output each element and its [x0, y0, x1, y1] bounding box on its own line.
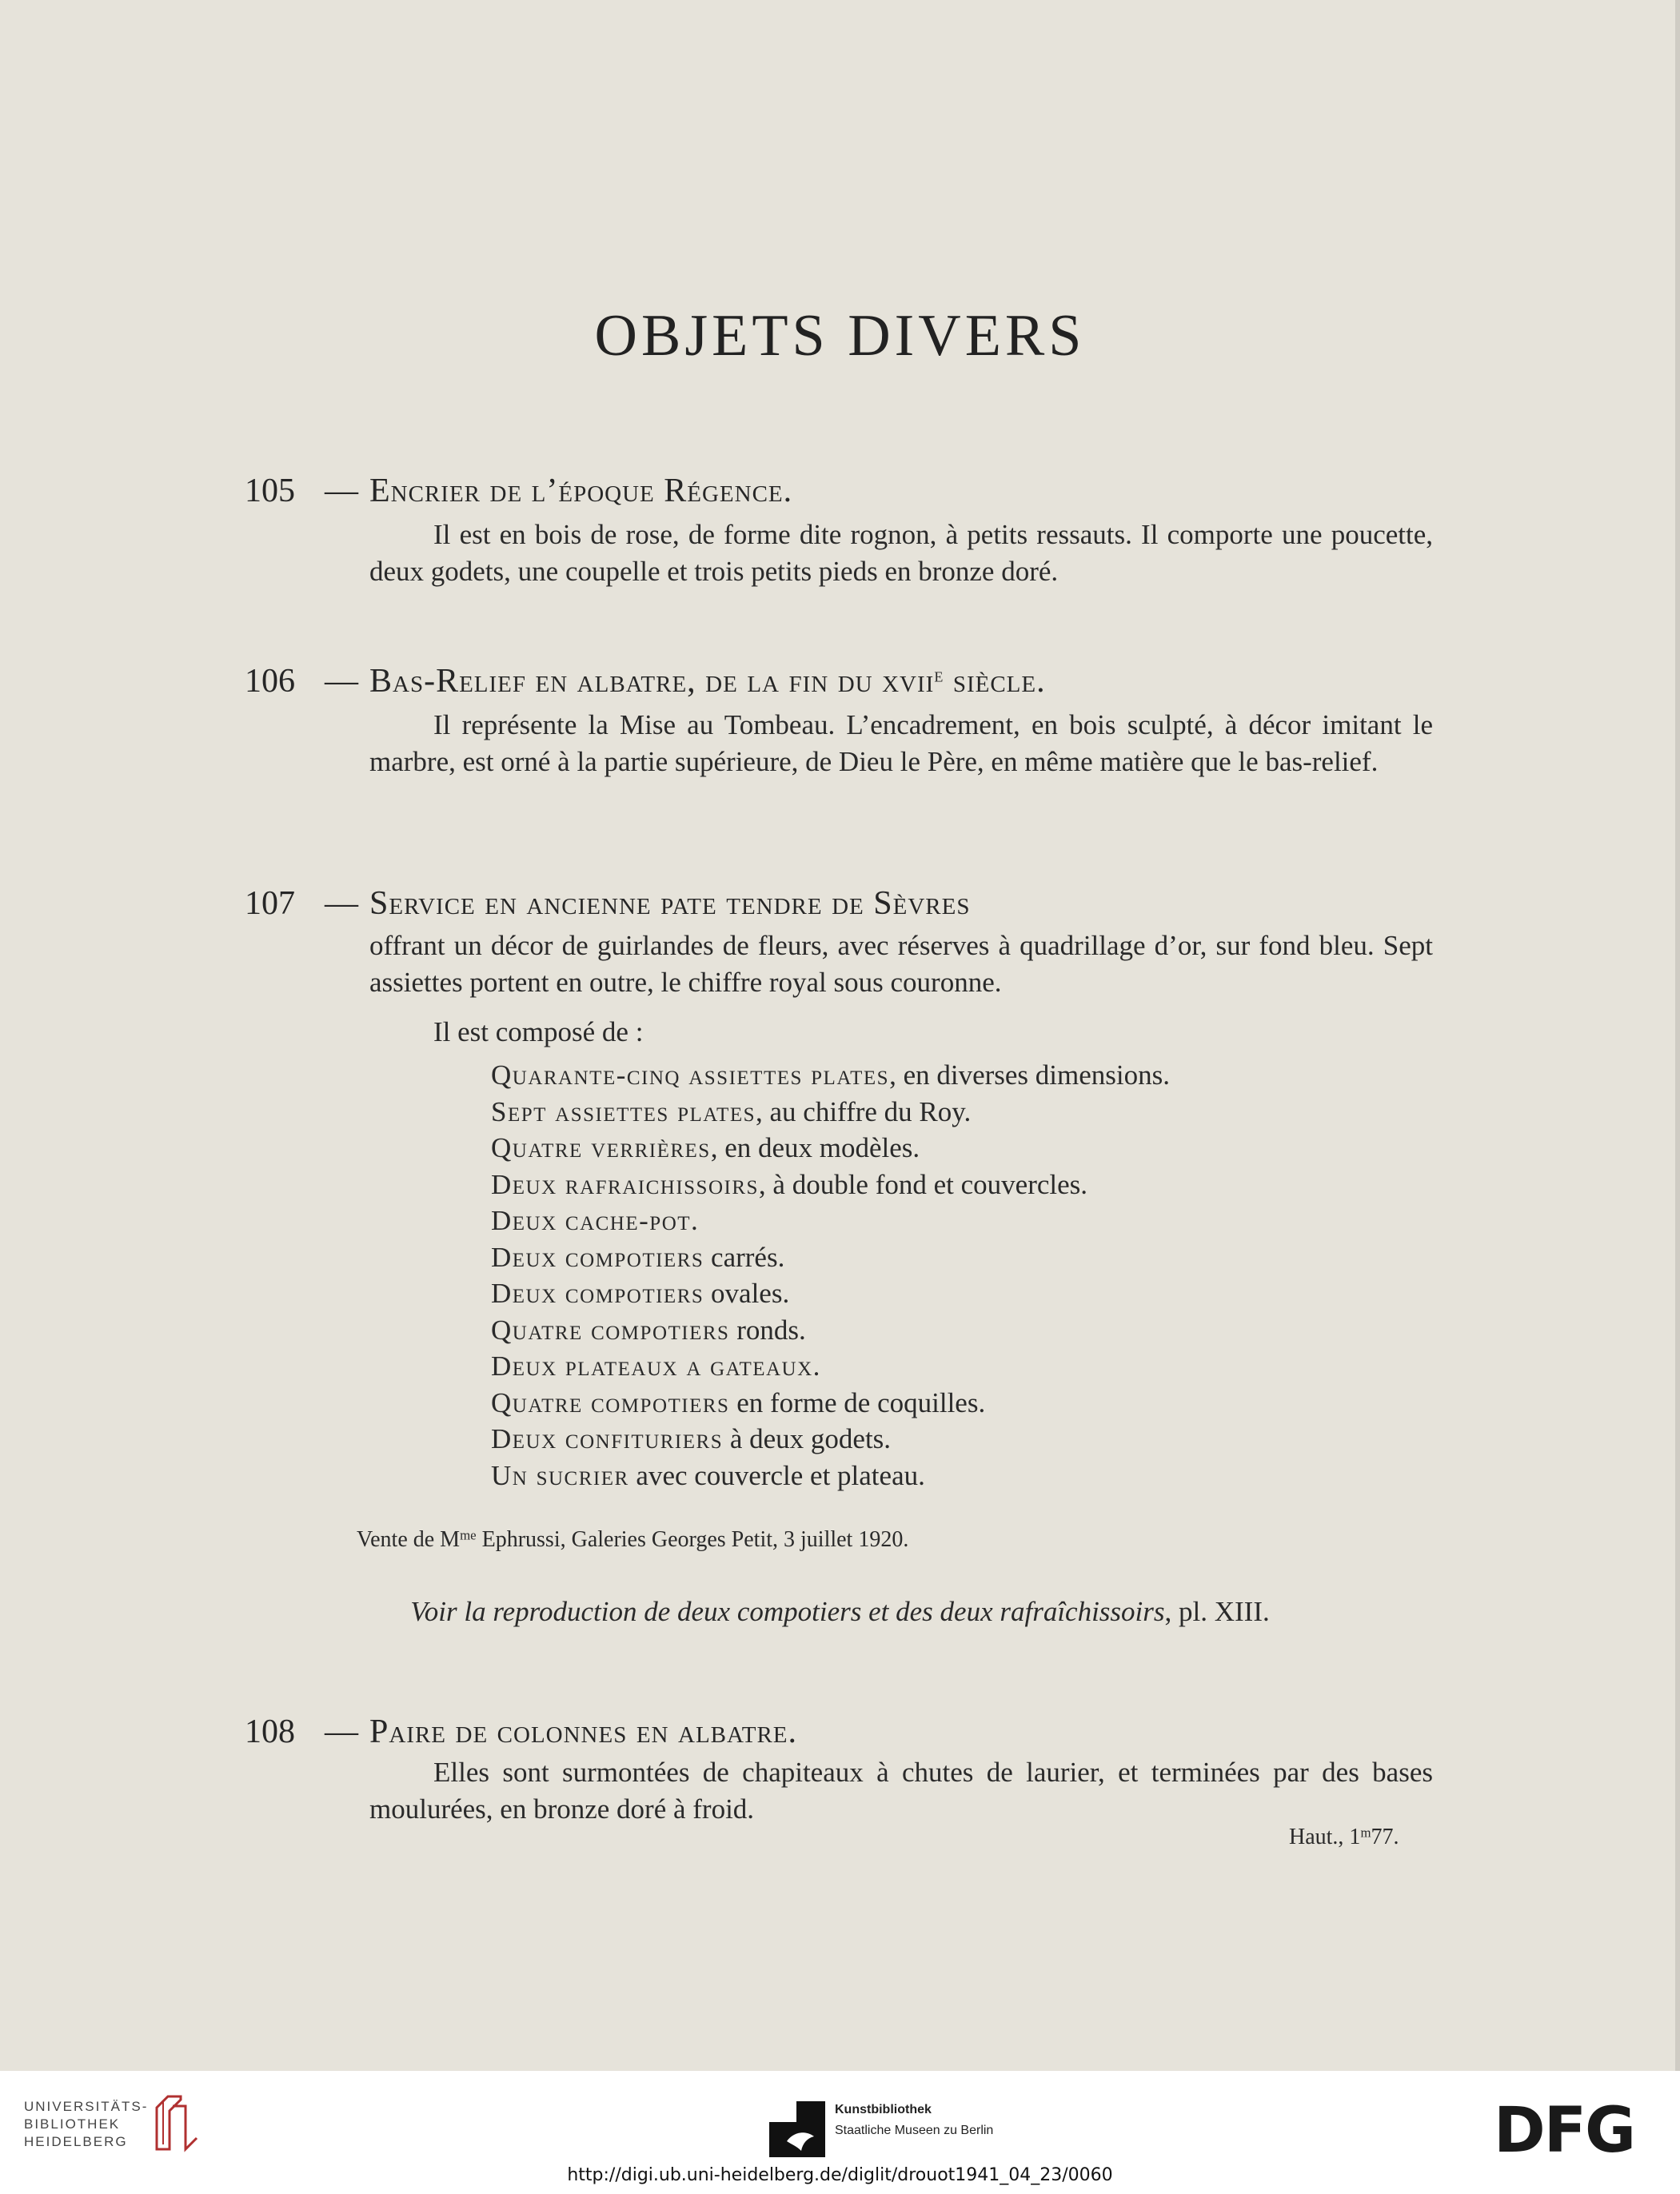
reproduction-note [0, 1596, 1680, 1628]
university-line: UNIVERSITÄTS- [24, 2099, 149, 2114]
superscript: m [1360, 1825, 1371, 1841]
list-item [491, 1275, 1170, 1312]
item-detail: en forme de coquilles. [729, 1386, 986, 1418]
item-name: Deux rafraichissoirs [491, 1168, 759, 1200]
list-item [491, 1057, 1170, 1094]
entry-dash: — [325, 1713, 358, 1750]
item-detail: , en deux modèles. [710, 1132, 920, 1163]
entry-title: Encrier de l’époque Régence. [369, 473, 793, 509]
entry-106-description: Il représente la Mise au Tombeau. L’encadrement, en bois sculpté, à décor imitant le marbre, est orné à la partie supérieure, de Dieu le Père, en même matière que le bas-relief. [369, 709, 1433, 777]
dimension-text: Haut., 1 [1289, 1825, 1361, 1849]
item-detail: carrés. [704, 1241, 785, 1273]
item-name: Deux compotiers [491, 1278, 704, 1309]
item-name: Quatre compotiers [491, 1314, 730, 1346]
list-item [491, 1167, 1170, 1203]
kunstbibliothek-logo-icon[interactable] [769, 2101, 825, 2157]
list-item [491, 1130, 1170, 1167]
kunstbibliothek-name: Kunstbibliothek [835, 2103, 932, 2116]
item-name: Quatre compotiers [491, 1386, 730, 1418]
list-item [491, 1385, 1170, 1422]
reproduction-note-italic: Voir la reproduction de deux compotiers et des deux rafraîchissoirs [410, 1596, 1165, 1627]
item-name: Un sucrier [491, 1459, 629, 1491]
reproduction-note-plate: , pl. XIII. [1164, 1596, 1270, 1627]
list-item [491, 1421, 1170, 1458]
entry-107-heading [245, 884, 970, 923]
entry-105-description: Il est en bois de rose, de forme dite rognon, à petits ressauts. Il comporte une poucette, deux godets, une coupelle et trois petits pieds en bronze doré. [369, 519, 1433, 587]
item-name: Deux compotiers [491, 1241, 704, 1273]
entry-number: 107 [245, 885, 295, 922]
item-detail: ovales. [704, 1278, 790, 1309]
entry-dash: — [325, 885, 358, 922]
entry-108-heading [245, 1713, 797, 1751]
item-detail: , en diverses dimensions. [889, 1059, 1170, 1091]
item-detail: avec couvercle et plateau. [629, 1459, 925, 1491]
item-name: Sept assiettes plates [491, 1095, 756, 1127]
permalink-url[interactable]: http://digi.ub.uni-heidelberg.de/diglit/drouot1941_04_23/0060 [567, 2165, 1113, 2185]
item-detail: ronds. [729, 1314, 806, 1346]
entry-number: 108 [245, 1713, 295, 1750]
entry-title-part: siècle. [944, 663, 1046, 700]
dfg-logo[interactable]: DFG [1494, 2095, 1635, 2167]
entry-number: 106 [245, 663, 295, 700]
university-line: BIBLIOTHEK [24, 2116, 121, 2132]
university-line: HEIDELBERG [24, 2134, 128, 2149]
entry-dash: — [325, 663, 358, 700]
superscript: e [934, 664, 944, 687]
item-name: Deux confituriers [491, 1423, 724, 1454]
entry-108-description: Elles sont surmontées de chapiteaux à chutes de laurier, et terminées par des bases moulurées, en bronze doré à froid. [369, 1757, 1433, 1825]
item-name: Deux cache-pot. [491, 1205, 700, 1236]
list-item [491, 1458, 1170, 1494]
dimension-text: 77. [1371, 1825, 1399, 1849]
entry-105-heading [245, 472, 792, 510]
item-name: Quarante-cinq assiettes plates [491, 1059, 890, 1091]
dimension-note [1289, 1825, 1399, 1850]
entry-title [369, 663, 1046, 700]
superscript: me [460, 1527, 477, 1543]
list-item [491, 1312, 1170, 1349]
provenance-note [357, 1527, 908, 1553]
list-item [491, 1348, 1170, 1385]
entry-title: Service en ancienne pate tendre de Sèvres [369, 885, 971, 922]
composition-list [491, 1057, 1170, 1494]
staatliche-museen-name: Staatliche Museen zu Berlin [835, 2124, 994, 2137]
item-detail: à deux godets. [723, 1423, 892, 1454]
item-detail: , au chiffre du Roy. [756, 1095, 972, 1127]
footer-bar [0, 2071, 1680, 2194]
university-library-label[interactable] [24, 2098, 148, 2151]
provenance-text: Ephrussi, Galeries Georges Petit, 3 juillet 1920. [476, 1527, 909, 1552]
item-name: Deux plateaux a gateaux. [491, 1350, 821, 1382]
entry-number: 105 [245, 473, 295, 509]
provenance-text: Vente de M [357, 1527, 461, 1552]
university-logo-icon[interactable] [149, 2093, 200, 2154]
list-item [491, 1094, 1170, 1131]
item-detail: , à double fond et couvercles. [758, 1168, 1088, 1200]
entry-107-description: offrant un décor de guirlandes de fleurs, avec réserves à quadrillage d’or, sur fond bleu. Sept assiettes portent en outre, le chiffre royal sous couronne. [369, 930, 1433, 998]
entry-title-part: Bas-Relief en albatre, de la fin du xvii [369, 663, 935, 700]
entry-106-heading [245, 662, 1046, 700]
list-item [491, 1239, 1170, 1276]
kunstbibliothek-label[interactable] [835, 2100, 993, 2141]
page-title: OBJETS DIVERS [594, 303, 1086, 369]
entry-dash: — [325, 473, 358, 509]
entry-title: Paire de colonnes en albatre. [369, 1713, 798, 1750]
entry-107-composition-intro: Il est composé de : [433, 1016, 644, 1047]
item-name: Quatre verrières [491, 1132, 711, 1163]
list-item [491, 1203, 1170, 1239]
